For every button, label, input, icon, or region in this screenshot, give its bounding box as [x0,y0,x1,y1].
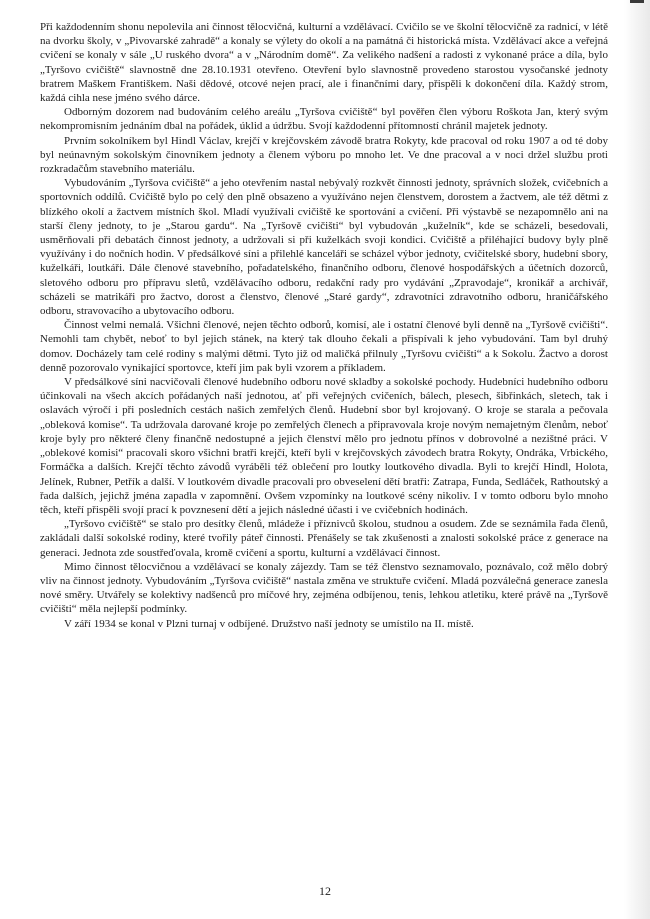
scan-corner-mark [630,0,644,3]
paragraph-first-sokol: Prvním sokolníkem byl Hindl Václav, krejčí v krejčovském závodě bratra Rokyty, kde pracoval od roku 1907 a od té doby byl neúnavným sokolským činovníkem jednoty a členem výboru po mnoho let. Ve dne pracoval a v noci držel službu proti rozkradačům stavebního materiálu. [40,134,608,176]
paragraph-trips: Mimo činnost tělocvičnou a vzdělávací se konaly zájezdy. Tam se též členstvo seznamovalo, poznávalo, což mělo dobrý vliv na činnost jednoty. Vybudováním „Tyršova cvičiště“ nastala změna ve struktuře cvičení. Mladá pozválečná generace zanesla nové směry. Utvářely se kolektivy nadšenců pro míčové hry, zejména odbíjenou, tenis, lehkou atletiku, které právě na „Tyršově cvičišti“ měla nejlepší podmínky. [40,560,608,616]
paragraph-music-costumes: V předsálkové síni nacvičovali členové hudebního odboru nové skladby a sokolské pochody. Hudebníci hudebního odboru účinkovali na všech akcích pořádaných naší jednotou, ať při veřejných cvičeních, bálech, plesech, šibřinkách, sletech, tak i oslavách výročí i při posledních cestách našich zemřelých členů. Hudební sbor byl krojovaný. O kroje se starala a pečovala „obleková komise“. Ta udržovala darované kroje po zemřelých členech a připravovala kroje novým nemajetným členům, neboť kroje byly pro některé členy finančně nedostupné a jejich členství mělo pro jednotu přínos v dobrovolné a nezištné práci. V „oblekové komisi“ pracovali skoro všichni bratři krejčí, kteří byli v krejčovských závodech bratra Rokyty, Ondráka, Vrbického, Formáčka a dalších. Krejčí těchto závodů vyráběli též oblečení pro loutky loutkového divadla. Byli to krejčí Hindl, Holota, Jelínek, Rubner, Petřík a další. V loutkovém divadle pracovali pro obveselení dětí bratři: Zatrapa, Funda, Sedláček, Rathoutský a řada dalších, jejichž jména zapadla v zapomnění. Ovšem vzpomínky na loutkové scény nikoliv. I v tomto odboru bylo mnoho těch, kteří přispěli svojí prací k povznesení dětí a jejich následné účasti i ve cvičebních hodinách. [40,376,608,516]
paragraph-school-of-life: „Tyršovo cvičiště“ se stalo pro desítky členů, mládeže i příznivců školou, studnou a osudem. Zde se seznámila řada členů, zakládali další sokolské rodiny, které tvořily páteř činnosti. Přenášely se tak zkušenosti a znalosti sokolské práce z generace na generaci. Jednota zde soustřeďovala, kromě cvičení a sportu, kulturní a vzdělávací činnost. [40,518,608,559]
page-body-text [40,20,608,631]
paragraph-growth: Vybudováním „Tyršova cvičiště“ a jeho otevřením nastal nebývalý rozkvět činnosti jednoty, správních složek, cvičebních a sportovních oddílů. Cvičiště bylo po celý den plně obsazeno a využíváno nejen členstvem, dorostem a žactvem, ale též dětmi z blízkého okolí a žactvem místních škol. Mladí využívali cvičiště ke sportování a cvičení. Při výstavbě se nezapomnělo ani na starší členy jednoty, to je „Starou gardu“. Na „Tyršově cvičišti“ byl vybudován „kuželník“, kde se scházeli, besedovali, usměrňovali při debatách činnost jednoty, a udržovali si při kuželkách svoji kondici. Cvičiště a přiléhající budovy byly plně využívány i do nočních hodin. V předsálkové síni a přilehlé kanceláři se scházel výbor jednoty, cvičitelské sbory, hudební sbory, kuželkáři, loutkáři. Dále členové stavebního, pořadatelského, finančního odboru, členové hospodářských a účetních dozorců, sletového odboru pro přípravu sletů, vzdělávacího odboru, redakční rady pro vydávání „Zpravodaje“, kronikář a archivář, scházeli se matrikáři pro žactvo, dorost a členstvo, členové „Staré gardy“, zdravotníci zdravotního odboru, hraničářského odboru, stravovacího a ubytovacího odboru. [40,177,608,318]
paragraph-activity: Činnost velmi nemalá. Všichni členové, nejen těchto odborů, komisí, ale i ostatní členové byli denně na „Tyršově cvičišti“. Nemohli tam chybět, neboť to byl jejich stánek, na který tak dlouho čekali a přispívali k jeho vybudování. Tam byl druhý domov. Docházely tam celé rodiny s malými dětmi. Tyto již od maličká přilnuly „Tyršovu cvičišti“ a k Sokolu. Žactvo a dorost denně pozorovalo vynikající sportovce, kteří jim pak byli vzorem a příkladem. [40,319,608,374]
paragraph-intro: Při každodenním shonu nepolevila ani činnost tělocvičná, kulturní a vzdělávací. Cvičilo se ve školní tělocvičně za radnicí, v létě na dvorku školy, v „Pivovarské zahradě“ a konaly se výlety do okolí a na památná či historická místa. Vzdělávací akce a veřejná cvičení se konaly v sále „U ruského dvora“ a v „Národním domě“. Za velikého nadšení a radosti z vykonané práce a díla, bylo „Tyršovo cvičiště“ slavnostně dne 28.10.1931 otevřeno. Otevření bylo slavnostně provedeno starostou vysočanské jednoty bratrem Maškem Františkem. Naši dědové, otcové nejen prací, ale i finančními dary, přispěli k dokončení díla. Každý strom, každá cihla nese jméno svého dárce. [40,21,608,105]
paragraph-supervision: Odborným dozorem nad budováním celého areálu „Tyršova cvičiště“ byl pověřen člen výboru Roškota Jan, který svým nekompromisním jednáním dbal na pořádek, úklid a údržbu. Svojí každodenní přítomností chránil majetek jednoty. [40,106,608,133]
scan-edge-shadow [624,0,650,919]
page-number: 12 [319,884,331,898]
paragraph-tournament: V září 1934 se konal v Plzni turnaj v odbíjené. Družstvo naší jednoty se umístilo na II. místě. [64,617,474,630]
